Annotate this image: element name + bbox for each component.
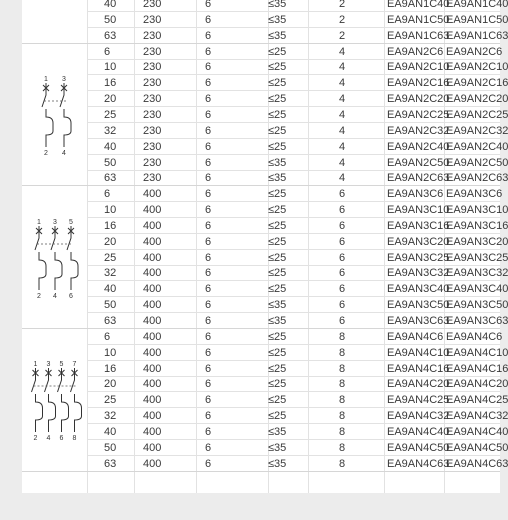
breaking-capacity-cell: 6 xyxy=(205,13,212,26)
width-cell: 6 xyxy=(339,235,346,248)
width-cell: 2 xyxy=(339,0,346,10)
table-row xyxy=(22,297,508,313)
breaker-pole-symbol xyxy=(58,368,69,432)
breaking-capacity-cell: 6 xyxy=(205,251,212,264)
model-number-cell: EA9AN2C10 xyxy=(387,61,450,74)
breaking-capacity-cell: 6 xyxy=(205,315,212,327)
icu-cell: ≤25 xyxy=(268,251,287,264)
table-row xyxy=(22,91,508,107)
table-row xyxy=(22,392,508,408)
breaking-capacity-cell: 6 xyxy=(205,93,212,106)
voltage-cell: 400 xyxy=(143,362,162,375)
voltage-cell: 230 xyxy=(143,172,162,185)
breaking-capacity-cell: 6 xyxy=(205,267,212,280)
model-number-alt-cell: EA9AN3C63 xyxy=(446,315,508,327)
table-row xyxy=(22,123,508,139)
voltage-cell: 230 xyxy=(143,124,162,137)
width-cell: 6 xyxy=(339,299,346,312)
breaking-capacity-cell: 6 xyxy=(205,299,212,312)
table-row xyxy=(22,59,508,75)
voltage-cell: 400 xyxy=(143,378,162,391)
pole-terminal-bottom-label: 4 xyxy=(62,149,66,157)
breaking-capacity-cell: 6 xyxy=(205,425,212,438)
rated-current-cell: 16 xyxy=(104,77,117,90)
pole-terminal-top-label: 5 xyxy=(69,218,73,226)
model-number-cell: EA9AN2C40 xyxy=(387,140,450,153)
voltage-cell: 230 xyxy=(143,29,162,42)
rated-current-cell: 16 xyxy=(104,219,117,232)
model-number-alt-cell: EA9AN2C50 xyxy=(446,156,508,169)
pole-terminal-top-label: 1 xyxy=(44,75,48,83)
icu-cell: ≤25 xyxy=(268,267,287,280)
breaking-capacity-cell: 6 xyxy=(205,394,212,407)
pole-terminal-bottom-label: 2 xyxy=(33,435,38,443)
icu-cell: ≤25 xyxy=(268,204,287,217)
model-number-alt-cell: EA9AN4C20 xyxy=(446,378,508,391)
pole-wiring-diagram xyxy=(22,358,88,442)
model-number-cell: EA9AN4C25 xyxy=(387,394,450,407)
breaking-capacity-cell: 6 xyxy=(205,172,212,185)
width-cell: 4 xyxy=(339,172,346,185)
rated-current-cell: 40 xyxy=(104,0,117,10)
model-number-cell: EA9AN3C10 xyxy=(387,204,450,217)
voltage-cell: 400 xyxy=(143,235,162,248)
model-number-alt-cell: EA9AN1C63 xyxy=(446,29,508,42)
rated-current-cell: 25 xyxy=(104,108,117,121)
model-number-alt-cell: EA9AN2C25 xyxy=(446,108,508,121)
breaking-capacity-cell: 6 xyxy=(205,219,212,232)
rated-current-cell: 63 xyxy=(104,457,117,470)
model-number-cell: EA9AN1C50 xyxy=(387,13,450,26)
model-number-cell: EA9AN2C63 xyxy=(387,172,450,185)
icu-cell: ≤35 xyxy=(268,441,287,454)
breaking-capacity-cell: 6 xyxy=(205,77,212,90)
pole-wiring-diagram xyxy=(22,73,88,157)
icu-cell: ≤35 xyxy=(268,29,287,42)
model-number-alt-cell: EA9AN4C25 xyxy=(446,394,508,407)
rated-current-cell: 10 xyxy=(104,346,117,359)
rated-current-cell: 40 xyxy=(104,283,117,296)
model-number-cell: EA9AN3C40 xyxy=(387,283,450,296)
pole-terminal-bottom-label: 4 xyxy=(46,435,51,443)
model-number-cell: EA9AN2C20 xyxy=(387,93,450,106)
rated-current-cell: 6 xyxy=(104,45,111,58)
width-cell: 4 xyxy=(339,45,346,58)
icu-cell: ≤35 xyxy=(268,13,287,26)
model-number-cell: EA9AN2C50 xyxy=(387,156,450,169)
model-number-cell: EA9AN4C6 xyxy=(387,330,444,343)
spec-table xyxy=(22,0,508,493)
width-cell: 6 xyxy=(339,315,346,327)
model-number-alt-cell: EA9AN4C40 xyxy=(446,425,508,438)
width-cell: 4 xyxy=(339,156,346,169)
icu-cell: ≤25 xyxy=(268,77,287,90)
icu-cell: ≤25 xyxy=(268,346,287,359)
width-cell: 8 xyxy=(339,362,346,375)
width-cell: 8 xyxy=(339,346,346,359)
table-row xyxy=(22,12,508,28)
model-number-cell: EA9AN1C63 xyxy=(387,29,450,42)
model-number-alt-cell: EA9AN2C6 xyxy=(446,45,503,58)
table-row xyxy=(22,75,508,91)
table-row xyxy=(22,361,508,377)
model-number-cell: EA9AN4C63 xyxy=(387,457,450,470)
model-number-alt-cell: EA9AN4C10 xyxy=(446,346,508,359)
voltage-cell: 230 xyxy=(143,13,162,26)
width-cell: 6 xyxy=(339,188,346,201)
width-cell: 8 xyxy=(339,410,346,423)
rated-current-cell: 50 xyxy=(104,156,117,169)
voltage-cell: 400 xyxy=(143,315,162,327)
table-row xyxy=(22,313,508,329)
table-row xyxy=(22,202,508,218)
table-row xyxy=(22,250,508,266)
model-number-alt-cell: EA9AN3C32 xyxy=(446,267,508,280)
width-cell: 6 xyxy=(339,283,346,296)
breaker-pole-symbol xyxy=(51,226,62,290)
model-number-alt-cell: EA9AN3C16 xyxy=(446,219,508,232)
width-cell: 8 xyxy=(339,441,346,454)
breaking-capacity-cell: 6 xyxy=(205,29,212,42)
model-number-alt-cell: EA9AN4C6 xyxy=(446,330,503,343)
pole-terminal-bottom-label: 2 xyxy=(44,149,48,157)
rated-current-cell: 20 xyxy=(104,93,117,106)
icu-cell: ≤25 xyxy=(268,410,287,423)
table-row xyxy=(22,44,503,60)
model-number-cell: EA9AN3C6 xyxy=(387,188,444,201)
breaking-capacity-cell: 6 xyxy=(205,346,212,359)
icu-cell: ≤25 xyxy=(268,283,287,296)
breaking-capacity-cell: 6 xyxy=(205,235,212,248)
breaking-capacity-cell: 6 xyxy=(205,283,212,296)
table-row xyxy=(22,28,508,44)
model-number-alt-cell: EA9AN2C20 xyxy=(446,93,508,106)
rated-current-cell: 20 xyxy=(104,235,117,248)
breaking-capacity-cell: 6 xyxy=(205,204,212,217)
width-cell: 8 xyxy=(339,378,346,391)
icu-cell: ≤35 xyxy=(268,0,287,10)
breaking-capacity-cell: 6 xyxy=(205,140,212,153)
pole-terminal-bottom-label: 8 xyxy=(72,435,77,443)
model-number-cell: EA9AN3C50 xyxy=(387,299,450,312)
breaking-capacity-cell: 6 xyxy=(205,124,212,137)
model-number-cell: EA9AN2C32 xyxy=(387,124,450,137)
pole-terminal-bottom-label: 6 xyxy=(59,435,64,443)
width-cell: 2 xyxy=(339,13,346,26)
breaking-capacity-cell: 6 xyxy=(205,441,212,454)
width-cell: 6 xyxy=(339,267,346,280)
model-number-alt-cell: EA9AN2C40 xyxy=(446,140,508,153)
model-number-alt-cell: EA9AN3C50 xyxy=(446,299,508,312)
rated-current-cell: 50 xyxy=(104,13,117,26)
model-number-cell: EA9AN3C16 xyxy=(387,219,450,232)
pole-terminal-bottom-label: 6 xyxy=(69,292,73,300)
voltage-cell: 400 xyxy=(143,188,162,201)
width-cell: 4 xyxy=(339,108,346,121)
width-cell: 4 xyxy=(339,93,346,106)
table-row xyxy=(22,0,508,12)
breaker-pole-symbol xyxy=(42,83,53,147)
table-row xyxy=(22,345,508,361)
rated-current-cell: 50 xyxy=(104,299,117,312)
breaking-capacity-cell: 6 xyxy=(205,45,212,58)
breaking-capacity-cell: 6 xyxy=(205,61,212,74)
model-number-alt-cell: EA9AN3C40 xyxy=(446,283,508,296)
breaking-capacity-cell: 6 xyxy=(205,108,212,121)
pole-terminal-bottom-label: 2 xyxy=(37,292,41,300)
breaking-capacity-cell: 6 xyxy=(205,188,212,201)
icu-cell: ≤25 xyxy=(268,140,287,153)
rated-current-cell: 6 xyxy=(104,188,111,201)
voltage-cell: 400 xyxy=(143,441,162,454)
breaker-pole-symbol xyxy=(45,368,56,432)
rated-current-cell: 32 xyxy=(104,124,117,137)
voltage-cell: 400 xyxy=(143,457,162,470)
icu-cell: ≤35 xyxy=(268,299,287,312)
voltage-cell: 230 xyxy=(143,93,162,106)
voltage-cell: 230 xyxy=(143,77,162,90)
model-number-cell: EA9AN2C6 xyxy=(387,45,444,58)
model-number-cell: EA9AN3C20 xyxy=(387,235,450,248)
voltage-cell: 400 xyxy=(143,425,162,438)
table-row xyxy=(22,139,508,155)
width-cell: 8 xyxy=(339,394,346,407)
icu-cell: ≤25 xyxy=(268,188,287,201)
model-number-cell: EA9AN4C32 xyxy=(387,410,450,423)
rated-current-cell: 16 xyxy=(104,362,117,375)
icu-cell: ≤25 xyxy=(268,330,287,343)
breaking-capacity-cell: 6 xyxy=(205,330,212,343)
table-row xyxy=(22,186,503,202)
voltage-cell: 400 xyxy=(143,346,162,359)
model-number-alt-cell: EA9AN2C16 xyxy=(446,77,508,90)
icu-cell: ≤25 xyxy=(268,61,287,74)
model-number-alt-cell: EA9AN3C10 xyxy=(446,204,508,217)
width-cell: 8 xyxy=(339,425,346,438)
model-number-cell: EA9AN2C25 xyxy=(387,108,450,121)
model-number-alt-cell: EA9AN1C40 xyxy=(446,0,508,10)
width-cell: 4 xyxy=(339,124,346,137)
breaker-pole-symbol xyxy=(60,83,71,147)
table-row xyxy=(22,408,508,424)
model-number-alt-cell: EA9AN3C6 xyxy=(446,188,503,201)
icu-cell: ≤35 xyxy=(268,156,287,169)
voltage-cell: 400 xyxy=(143,204,162,217)
voltage-cell: 400 xyxy=(143,251,162,264)
width-cell: 4 xyxy=(339,61,346,74)
table-row xyxy=(22,265,508,281)
voltage-cell: 400 xyxy=(143,219,162,232)
rated-current-cell: 10 xyxy=(104,204,117,217)
breaker-pole-symbol xyxy=(67,226,78,290)
model-number-cell: EA9AN1C40 xyxy=(387,0,450,10)
model-number-cell: EA9AN2C16 xyxy=(387,77,450,90)
icu-cell: ≤35 xyxy=(268,172,287,185)
width-cell: 6 xyxy=(339,204,346,217)
pole-terminal-top-label: 1 xyxy=(37,218,41,226)
model-number-cell: EA9AN4C20 xyxy=(387,378,450,391)
model-number-cell: EA9AN4C50 xyxy=(387,441,450,454)
breaking-capacity-cell: 6 xyxy=(205,362,212,375)
model-number-alt-cell: EA9AN4C16 xyxy=(446,362,508,375)
voltage-cell: 230 xyxy=(143,156,162,169)
table-row xyxy=(22,170,508,186)
table-row xyxy=(22,234,508,250)
icu-cell: ≤25 xyxy=(268,93,287,106)
rated-current-cell: 63 xyxy=(104,29,117,42)
breaker-pole-symbol xyxy=(32,368,43,432)
table-row xyxy=(22,218,508,234)
model-number-cell: EA9AN4C10 xyxy=(387,346,450,359)
model-number-alt-cell: EA9AN3C20 xyxy=(446,235,508,248)
table-row xyxy=(22,376,508,392)
rated-current-cell: 25 xyxy=(104,251,117,264)
width-cell: 6 xyxy=(339,251,346,264)
rated-current-cell: 6 xyxy=(104,330,111,343)
icu-cell: ≤25 xyxy=(268,45,287,58)
model-number-alt-cell: EA9AN2C63 xyxy=(446,172,508,185)
icu-cell: ≤25 xyxy=(268,235,287,248)
model-number-alt-cell: EA9AN4C63 xyxy=(446,457,508,470)
model-number-alt-cell: EA9AN3C25 xyxy=(446,251,508,264)
table-row xyxy=(22,456,508,472)
icu-cell: ≤35 xyxy=(268,425,287,438)
icu-cell: ≤25 xyxy=(268,124,287,137)
pole-wiring-diagram xyxy=(22,216,88,300)
pole-terminal-top-label: 1 xyxy=(33,361,38,369)
breaker-pole-symbol xyxy=(71,368,82,432)
width-cell: 4 xyxy=(339,140,346,153)
rated-current-cell: 40 xyxy=(104,425,117,438)
voltage-cell: 230 xyxy=(143,61,162,74)
model-number-cell: EA9AN3C32 xyxy=(387,267,450,280)
model-number-alt-cell: EA9AN4C50 xyxy=(446,441,508,454)
rated-current-cell: 32 xyxy=(104,267,117,280)
table-row xyxy=(22,281,508,297)
voltage-cell: 230 xyxy=(143,0,162,10)
breaker-pole-symbol xyxy=(35,226,46,290)
model-number-cell: EA9AN4C40 xyxy=(387,425,450,438)
model-number-alt-cell: EA9AN4C32 xyxy=(446,410,508,423)
model-number-cell: EA9AN3C63 xyxy=(387,315,450,327)
icu-cell: ≤35 xyxy=(268,315,287,327)
breaking-capacity-cell: 6 xyxy=(205,410,212,423)
voltage-cell: 400 xyxy=(143,283,162,296)
voltage-cell: 400 xyxy=(143,330,162,343)
table-row xyxy=(22,155,508,171)
icu-cell: ≤25 xyxy=(268,108,287,121)
pole-terminal-top-label: 3 xyxy=(53,218,57,226)
width-cell: 8 xyxy=(339,457,346,470)
breaking-capacity-cell: 6 xyxy=(205,457,212,470)
model-number-cell: EA9AN3C25 xyxy=(387,251,450,264)
breaking-capacity-cell: 6 xyxy=(205,378,212,391)
rated-current-cell: 10 xyxy=(104,61,117,74)
icu-cell: ≤25 xyxy=(268,394,287,407)
width-cell: 6 xyxy=(339,219,346,232)
icu-cell: ≤35 xyxy=(268,457,287,470)
voltage-cell: 400 xyxy=(143,394,162,407)
table-row xyxy=(22,329,503,345)
rated-current-cell: 50 xyxy=(104,441,117,454)
table-row xyxy=(22,424,508,443)
rated-current-cell: 63 xyxy=(104,315,117,327)
model-number-alt-cell: EA9AN1C50 xyxy=(446,13,508,26)
model-number-alt-cell: EA9AN2C10 xyxy=(446,61,508,74)
icu-cell: ≤25 xyxy=(268,378,287,391)
width-cell: 8 xyxy=(339,330,346,343)
breaking-capacity-cell: 6 xyxy=(205,156,212,169)
rated-current-cell: 32 xyxy=(104,410,117,423)
voltage-cell: 230 xyxy=(143,45,162,58)
breaking-capacity-cell: 6 xyxy=(205,0,212,10)
rated-current-cell: 25 xyxy=(104,394,117,407)
voltage-cell: 400 xyxy=(143,410,162,423)
model-number-alt-cell: EA9AN2C32 xyxy=(446,124,508,137)
voltage-cell: 400 xyxy=(143,267,162,280)
pole-terminal-top-label: 3 xyxy=(62,75,66,83)
group-divider xyxy=(22,471,500,472)
model-number-cell: EA9AN4C16 xyxy=(387,362,450,375)
pole-terminal-top-label: 3 xyxy=(46,361,51,369)
icu-cell: ≤25 xyxy=(268,219,287,232)
rated-current-cell: 63 xyxy=(104,172,117,185)
width-cell: 4 xyxy=(339,77,346,90)
width-cell: 2 xyxy=(339,29,346,42)
table-row xyxy=(22,107,508,123)
table-row xyxy=(22,440,508,456)
pole-terminal-top-label: 5 xyxy=(59,361,64,369)
rated-current-cell: 20 xyxy=(104,378,117,391)
rated-current-cell: 40 xyxy=(104,140,117,153)
voltage-cell: 400 xyxy=(143,299,162,312)
voltage-cell: 230 xyxy=(143,108,162,121)
icu-cell: ≤25 xyxy=(268,362,287,375)
pole-terminal-bottom-label: 4 xyxy=(53,292,57,300)
voltage-cell: 230 xyxy=(143,140,162,153)
pole-terminal-top-label: 7 xyxy=(72,361,77,369)
